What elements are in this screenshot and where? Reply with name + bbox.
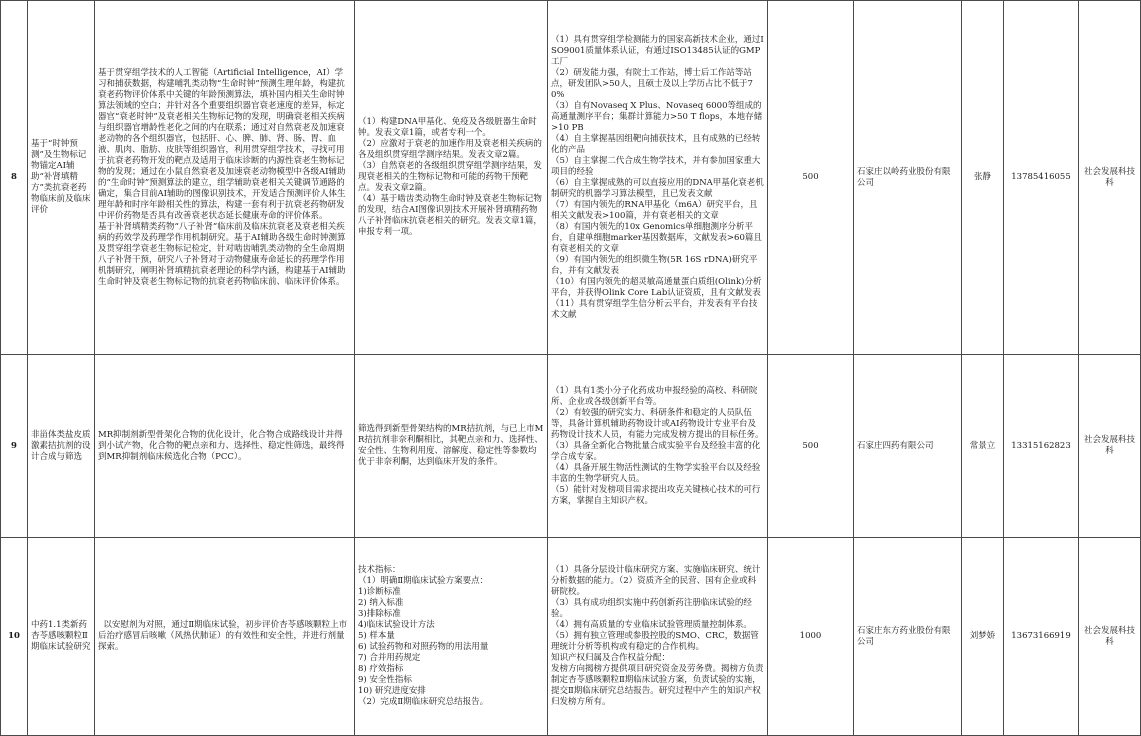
company-name: 石家庄四药有限公司 xyxy=(854,355,962,538)
indicator-item: 4)临床试验设计方法 xyxy=(358,620,435,630)
company-name: 石家庄以岭药业股份有限公司 xyxy=(854,1,962,355)
indicator-item: （2）完成Ⅱ期临床研究总结报告。 xyxy=(358,697,489,707)
indicator-item: 2) 纳入标准 xyxy=(358,598,404,608)
requirement-item: （4）具备开展生物活性测试的生物学实验平台以及经验丰富的生物学研究人员。 xyxy=(551,462,761,484)
content-paragraph: MR抑制剂新型骨架化合物的优化设计，化合物合成路线设计并得到小试产物，化合物的靶点亲和力、选择性、稳定性筛选，最终得到MR抑制剂临床候选化合物（PCC）。 xyxy=(98,429,345,462)
row-number: 8 xyxy=(1,1,28,355)
indicator-item: 9) 安全性指标 xyxy=(358,675,412,685)
requirement-item: （4）自主掌握基因组靶向捕获技术，且有成熟的已经转化的产品 xyxy=(551,133,761,155)
funding-amount: 1000 xyxy=(768,538,854,736)
solver-requirements xyxy=(548,1,768,355)
indicator-item: 5) 样本量 xyxy=(358,631,395,641)
contact-phone: 13315162823 xyxy=(1004,355,1079,538)
requirement-item: （3）具有成功组织实施中药创新药注册临床试验的经验。 xyxy=(551,598,752,619)
research-content xyxy=(95,538,355,736)
requirement-item: （5）自主掌握二代合成生物学技术，并有参加国家重大项目的经验 xyxy=(551,155,761,177)
department: 社会发展科技科 xyxy=(1079,538,1141,736)
requirement-item: （2）研发能力强，有院士工作站，博士后工作站等站点，研发团队>50人，且硕士及以上学历占比不低于70% xyxy=(551,67,753,100)
research-content xyxy=(95,355,355,538)
indicators xyxy=(355,1,548,355)
contact-person: 刘梦娇 xyxy=(962,538,1004,736)
solver-requirements xyxy=(548,355,768,538)
requirement-item: （5）拥有独立管理或参股控股的SMO、CRC，数据管理统计分析等机构或有稳定的合作机构。 xyxy=(551,631,759,652)
table-row xyxy=(1,538,1141,736)
requirement-item: （10）有国内领先的超灵敏高通量蛋白质组(Olink)分析平台，并获得Olink Core Lab认证资质，且有文献发表 xyxy=(551,276,762,298)
funding-amount: 500 xyxy=(768,355,854,538)
indicator-item: 技术指标： xyxy=(358,565,401,575)
indicator-item: 1)诊断标准 xyxy=(358,587,401,597)
table-row xyxy=(1,355,1141,538)
requirement-item: （6）自主掌握成熟的可以直接应用的DNA甲基化衰老机制研究的机器学习算法模型，且已发表文献 xyxy=(551,177,764,199)
indicator-item: 3)排除标准 xyxy=(358,609,401,619)
department: 社会发展科技科 xyxy=(1079,1,1141,355)
requirement-item: （3）自有Novaseq X Plus、Novaseq 6000等组成的高通量测序平台；集群计算能力>50 T flops，本地存储>10 PB xyxy=(551,100,763,133)
row-number: 9 xyxy=(1,355,28,538)
content-paragraph: 基于贯穿组学技术的人工智能（Artificial Intelligence，AI）学习和捕获数据，构建哺乳类动物“生命时钟”预测生理年龄，构建抗衰老药物评价体系中关键的年龄预测算法，填补国内相关生命时钟算法领域的空白；并针对各个重要组织器官衰老速度的差异，标定器官“衰老时钟”及衰老相关生物标记物的发现，明确衰老相关疾病与组织器官增龄性老化之间的内在联系；通过对自然衰老及加速衰老动物的各个组织器官，包括肝、心、脾、肺、肾、肠、胃、血液、肌肉、脂肪、皮肤等组织器官，利用贯穿组学技术，寻找可用于抗衰老药物开发的靶点及适用于临床诊断的内源性衰老生物标记物的发现；通过在小鼠自然衰老及加速衰老动物模型中各级AI辅助的“生命时钟”预测算法的建立，组学辅助衰老相关关键调节通路的确定，集合目前AI辅助的图像识别技术，开发适合预测评价人体生理年龄和时序年龄相关性的算法，构建一套有利于抗衰老药物研发中评价药物是否具有改善衰老状态延长健康寿命的评价体系。 xyxy=(98,67,346,221)
requirement-item: 发榜方向揭榜方提供项目研究资金及劳务费。揭榜方负责制定杏苓感咳颗粒Ⅱ期临床试验方案，负责试验的实施，提交Ⅱ期临床研究总结报告。研究过程中产生的知识产权归发榜方所有。 xyxy=(551,664,764,707)
requirement-item: （1）具备分层设计临床研究方案、实施临床研究、统计分析数据的能力。（2）资质齐全的民营、国有企业或科研院校。 xyxy=(551,565,761,597)
contact-person: 张静 xyxy=(962,1,1004,355)
contact-person: 常景立 xyxy=(962,355,1004,538)
requirement-item: （9）有国内领先的组织微生物(5R 16S rDNA)研究平台，并有文献发表 xyxy=(551,254,758,276)
indicator-item: 筛选得到新型骨架结构的MR拮抗剂，与已上市MR拮抗剂非奈利酮相比，其靶点亲和力、选择性、安全性、生物利用度、溶解度、稳定性等参数均优于非奈利酮，达到临床开发的条件。 xyxy=(358,424,544,467)
requirement-item: （1）具有贯穿组学检测能力的国家高新技术企业，通过ISO9001质量体系认证，有通过ISO13485认证的GMP工厂 xyxy=(551,34,764,67)
indicators xyxy=(355,538,548,736)
project-name: 中药1.1类新药杏苓感咳颗粒Ⅱ期临床试验研究 xyxy=(28,538,95,736)
requirement-item: （11）具有贯穿组学生信分析云平台，并发表有平台技术文献 xyxy=(551,298,758,320)
requirement-item: （8）有国内领先的10x Genomics单细胞测序分析平台，自建单细胞marker基因数据库，文献发表>60篇且有衰老相关的文章 xyxy=(551,221,762,254)
content-paragraph: 以安慰剂为对照，通过Ⅱ期临床试验，初步评价杏苓感咳颗粒上市后治疗感冒后咳嗽（风热伏肺证）的有效性和安全性，并进行剂量探索。 xyxy=(98,620,348,652)
contact-phone: 13673166919 xyxy=(1004,538,1079,736)
company-name: 石家庄东方药业股份有限公司 xyxy=(854,538,962,736)
indicator-item: 6) 试验药物和对照药物的用法用量 xyxy=(358,642,489,652)
requirement-item: （1）具有1类小分子化药成功申报经验的高校、科研院所、企业或各级创新平台等。 xyxy=(551,385,758,407)
requirement-item: （7）有国内领先的RNA甲基化（m6A）研究平台，且相关文献发表>100篇，并有衰老相关的文章 xyxy=(551,199,758,221)
requirement-item: （4）拥有高质量的专业临床试验管理质量控制体系。 xyxy=(551,620,752,630)
solver-requirements xyxy=(548,538,768,736)
project-name: 非甾体类盐皮质激素拮抗剂的设计合成与筛选 xyxy=(28,355,95,538)
indicator-item: （4）基于啮齿类动物生命时钟及衰老生物标记物的发现，结合AI图像识别技术开展补肾填精药物八子补肾临床抗衰老相关的研究。发表文章1篇，申报专利一项。 xyxy=(358,194,542,237)
indicator-item: （1）明确Ⅱ期临床试验方案要点： xyxy=(358,576,489,586)
table-row xyxy=(1,1,1141,355)
indicators xyxy=(355,355,548,538)
requirement-item: （2）有较强的研究实力、科研条件和稳定的人员队伍等，具备计算机辅助药物设计或AI药物设计专业平台及药物设计技术人员，有能力完成发榜方提出的目标任务。 xyxy=(551,407,764,440)
requirement-item: 知识产权归属及合作权益分配： xyxy=(551,653,671,663)
indicator-item: （1）构建DNA甲基化、免疫及各级脏器生命时钟。发表文章1篇，或者专利一个。 xyxy=(358,117,537,138)
indicator-item: （3）自然衰老的各级组织贯穿组学测序结果，发现衰老相关的生物标记物和可能的药物干预靶点。发表文章2篇。 xyxy=(358,161,542,193)
funding-amount: 500 xyxy=(768,1,854,355)
requirement-item: （5）能针对发榜项目需求提出攻克关键核心技术的可行方案，掌握自主知识产权。 xyxy=(551,484,761,506)
indicator-item: 10) 研究进度安排 xyxy=(358,686,426,696)
requirement-item: （3）具备全新化合物批量合成实验平台及经验丰富的化学合成专家。 xyxy=(551,440,761,462)
project-name: 基于“时钟预测”及生物标记物锚定AI辅助“补肾填精方”类抗衰老药物临床前及临床评价 xyxy=(28,1,95,355)
research-content xyxy=(95,1,355,355)
indicator-item: （2）应激对于衰老的加速作用及衰老相关疾病的各及组织贯穿组学测序结果。发表文章2篇。 xyxy=(358,139,542,160)
contact-phone: 13785416055 xyxy=(1004,1,1079,355)
indicator-item: 7) 合并用药规定 xyxy=(358,653,421,663)
row-number: 10 xyxy=(1,538,28,736)
content-paragraph: 基于补肾填精类药物“八子补肾”临床前及临床抗衰老及衰老相关疾病的药效学及药理学作用机制研究。基于AI辅助各级生命时钟测算及贯穿组学衰老生物标记检定，针对啮齿哺乳类动物的全生命周期八子补肾干预，研究八子补肾对于动物健康寿命延长的药理学作用机制研究，阐明补肾填精抗衰老理论的科学内涵，构建基于AI辅助生命时钟及衰老生物标记物的抗衰老药物临床前、临床评价体系。 xyxy=(98,221,346,287)
department: 社会发展科技科 xyxy=(1079,355,1141,538)
indicator-item: 8) 疗效指标 xyxy=(358,664,404,674)
